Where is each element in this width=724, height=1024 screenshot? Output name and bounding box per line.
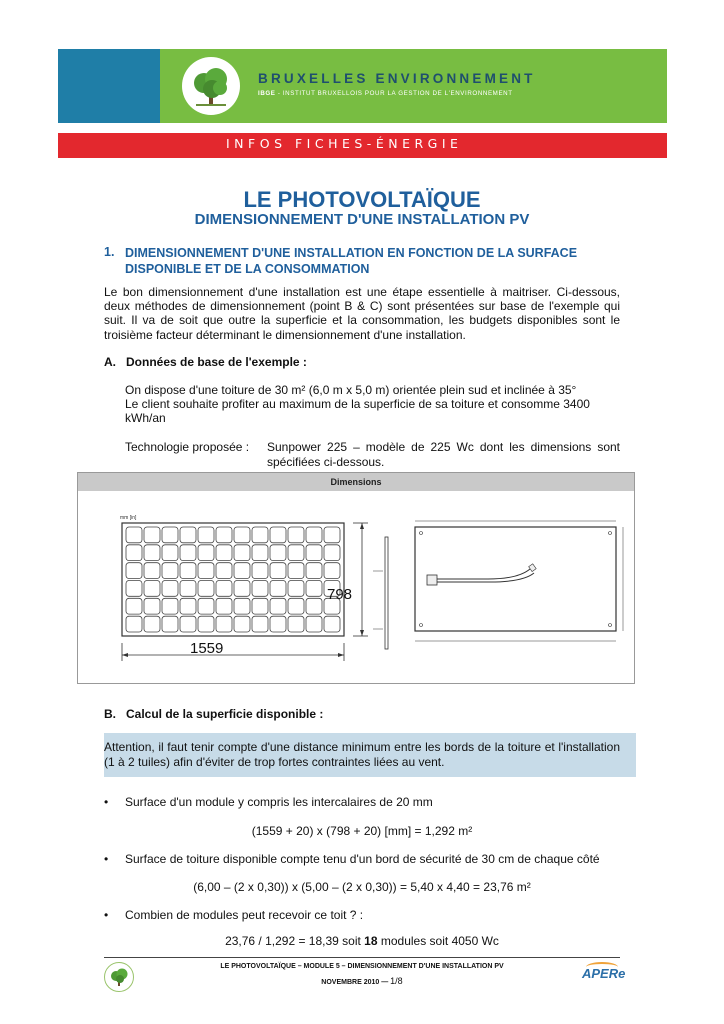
org-name: BRUXELLES ENVIRONNEMENT xyxy=(258,71,536,86)
tree-logo-icon xyxy=(182,57,240,115)
solar-cell xyxy=(198,527,214,543)
solar-cell xyxy=(216,581,232,597)
section-heading: DIMENSIONNEMENT D'UNE INSTALLATION EN FONCTION DE LA SURFACE DISPONIBLE ET DE LA CONSOMMATION xyxy=(125,246,578,276)
dimensions-figure xyxy=(77,472,635,684)
solar-cell xyxy=(144,598,160,614)
solar-cell xyxy=(270,563,286,579)
width-dimension: 1559 xyxy=(190,640,224,657)
solar-cell xyxy=(216,563,232,579)
bullet-icon: • xyxy=(104,795,109,809)
warning-callout xyxy=(104,733,636,777)
solar-cell xyxy=(144,545,160,561)
solar-cell xyxy=(288,545,304,561)
solar-cell xyxy=(180,563,196,579)
solar-cell xyxy=(306,527,322,543)
solar-cell xyxy=(126,527,142,543)
solar-cell xyxy=(288,581,304,597)
solar-cell xyxy=(198,581,214,597)
page-subtitle: DIMENSIONNEMENT D'UNE INSTALLATION PV xyxy=(194,211,530,228)
solar-cell xyxy=(162,598,178,614)
solar-cell xyxy=(306,598,322,614)
solar-cell xyxy=(126,581,142,597)
solar-cell xyxy=(144,616,160,632)
solar-cell xyxy=(144,563,160,579)
solar-cell xyxy=(306,616,322,632)
intro-paragraph: Le bon dimensionnement d'une installation est une étape essentielle à maitriser. Ci-dessous, deux méthodes de dimensionnement (point B & C) sont présentées sur base de l'exemple qui suit. Il va de soit que outre la superficie et la consommation, les budgets disponibles sont le troisième facteur déterminant le dimensionnement d'une installation. xyxy=(104,285,620,342)
banner-blue-block xyxy=(58,49,160,123)
solar-cell xyxy=(252,545,268,561)
header-banner xyxy=(58,49,667,158)
page-title: LE PHOTOVOLTAÏQUE xyxy=(243,187,481,212)
solar-cell xyxy=(288,563,304,579)
solar-cell xyxy=(306,581,322,597)
figure-header: Dimensions xyxy=(78,473,634,491)
solar-cell xyxy=(198,563,214,579)
solar-cell xyxy=(180,598,196,614)
solar-cell xyxy=(288,598,304,614)
solar-cell xyxy=(126,563,142,579)
bullet-module-surface: Surface d'un module y compris les intercalaires de 20 mm xyxy=(125,795,433,809)
solar-cell xyxy=(180,616,196,632)
solar-cell xyxy=(126,598,142,614)
solar-cell xyxy=(216,527,232,543)
subsection-a-heading: A. Données de base de l'exemple : xyxy=(104,355,307,369)
solar-cell xyxy=(198,598,214,614)
banner-spacer xyxy=(58,123,667,133)
module-drawing xyxy=(78,491,634,683)
solar-cell xyxy=(162,545,178,561)
technology-value: Sunpower 225 – modèle de 225 Wc dont les dimensions sont spécifiées ci-dessous. xyxy=(267,440,620,469)
solar-cell xyxy=(324,545,340,561)
solar-cell xyxy=(234,527,250,543)
solar-cell xyxy=(252,563,268,579)
solar-cell xyxy=(198,545,214,561)
bullet-roof-surface: Surface de toiture disponible compte tenu d'un bord de sécurité de 30 cm de chaque côté xyxy=(125,852,600,866)
solar-cell xyxy=(162,563,178,579)
bullet-icon: • xyxy=(104,852,109,866)
solar-cell xyxy=(216,616,232,632)
solar-cell xyxy=(288,527,304,543)
solar-cell xyxy=(234,581,250,597)
solar-cell xyxy=(270,598,286,614)
page-number: 1/8 xyxy=(390,976,403,986)
formula-roof-surface: (6,00 – (2 x 0,30)) x (5,00 – (2 x 0,30)) = 5,40 x 4,40 = 23,76 m² xyxy=(193,880,531,894)
org-subtitle: IBGE - INSTITUT BRUXELLOIS POUR LA GESTION DE L'ENVIRONNEMENT xyxy=(258,90,513,97)
footer-divider xyxy=(104,957,620,958)
solar-cell xyxy=(162,616,178,632)
roof-description: On dispose d'une toiture de 30 m² (6,0 m x 5,0 m) orientée plein sud et inclinée à 35° xyxy=(125,383,577,397)
apere-logo: APERe xyxy=(582,966,626,981)
solar-cell xyxy=(306,563,322,579)
height-dimension: 798 xyxy=(327,586,353,603)
solar-cell xyxy=(126,545,142,561)
solar-cell xyxy=(126,616,142,632)
solar-cell xyxy=(180,545,196,561)
footer-date: NOVEMBRE 2010 — 1/8 xyxy=(321,976,403,986)
solar-cell xyxy=(252,598,268,614)
solar-cell xyxy=(270,527,286,543)
solar-cell xyxy=(180,527,196,543)
solar-cell xyxy=(252,581,268,597)
formula-module-count: 23,76 / 1,292 = 18,39 soit 18 modules soit 4050 Wc xyxy=(225,934,499,948)
solar-cell xyxy=(306,545,322,561)
callout-text: Attention, il faut tenir compte d'une distance minimum entre les bords de la toiture et l'installation (1 à 2 tuiles) afin d'éviter de trop fortes contraintes liées au vent. xyxy=(104,740,620,769)
client-description: Le client souhaite profiter au maximum de la superficie de sa toiture et consomme 3400 kWh/an xyxy=(125,397,590,426)
solar-cell xyxy=(234,563,250,579)
solar-cell xyxy=(270,616,286,632)
technology-label: Technologie proposée : xyxy=(125,440,250,454)
solar-cell xyxy=(234,598,250,614)
footer-title: LE PHOTOVOLTAÏQUE – MODULE 5 – DIMENSIONNEMENT D'UNE INSTALLATION PV xyxy=(220,963,504,970)
unit-label: mm [in] xyxy=(120,515,137,521)
section-number: 1. xyxy=(104,245,115,259)
series-title: INFOS FICHES-ÉNERGIE xyxy=(226,136,463,151)
solar-cell xyxy=(162,527,178,543)
solar-cell xyxy=(324,616,340,632)
solar-cell xyxy=(216,598,232,614)
solar-cell xyxy=(252,527,268,543)
subsection-b-heading: B. Calcul de la superficie disponible : xyxy=(104,707,324,721)
solar-cell xyxy=(324,527,340,543)
solar-cell xyxy=(180,581,196,597)
solar-cell xyxy=(144,581,160,597)
solar-cell xyxy=(270,581,286,597)
bullet-module-count: Combien de modules peut recevoir ce toit ? : xyxy=(125,908,364,922)
solar-cell xyxy=(144,527,160,543)
solar-cell xyxy=(234,545,250,561)
solar-cell xyxy=(324,563,340,579)
solar-cell xyxy=(252,616,268,632)
solar-cell xyxy=(288,616,304,632)
bullet-icon: • xyxy=(104,908,109,922)
solar-cell xyxy=(216,545,232,561)
solar-cell xyxy=(270,545,286,561)
solar-cell xyxy=(162,581,178,597)
solar-cell xyxy=(198,616,214,632)
formula-module-surface: (1559 + 20) x (798 + 20) [mm] = 1,292 m² xyxy=(251,824,473,838)
solar-cell xyxy=(234,616,250,632)
